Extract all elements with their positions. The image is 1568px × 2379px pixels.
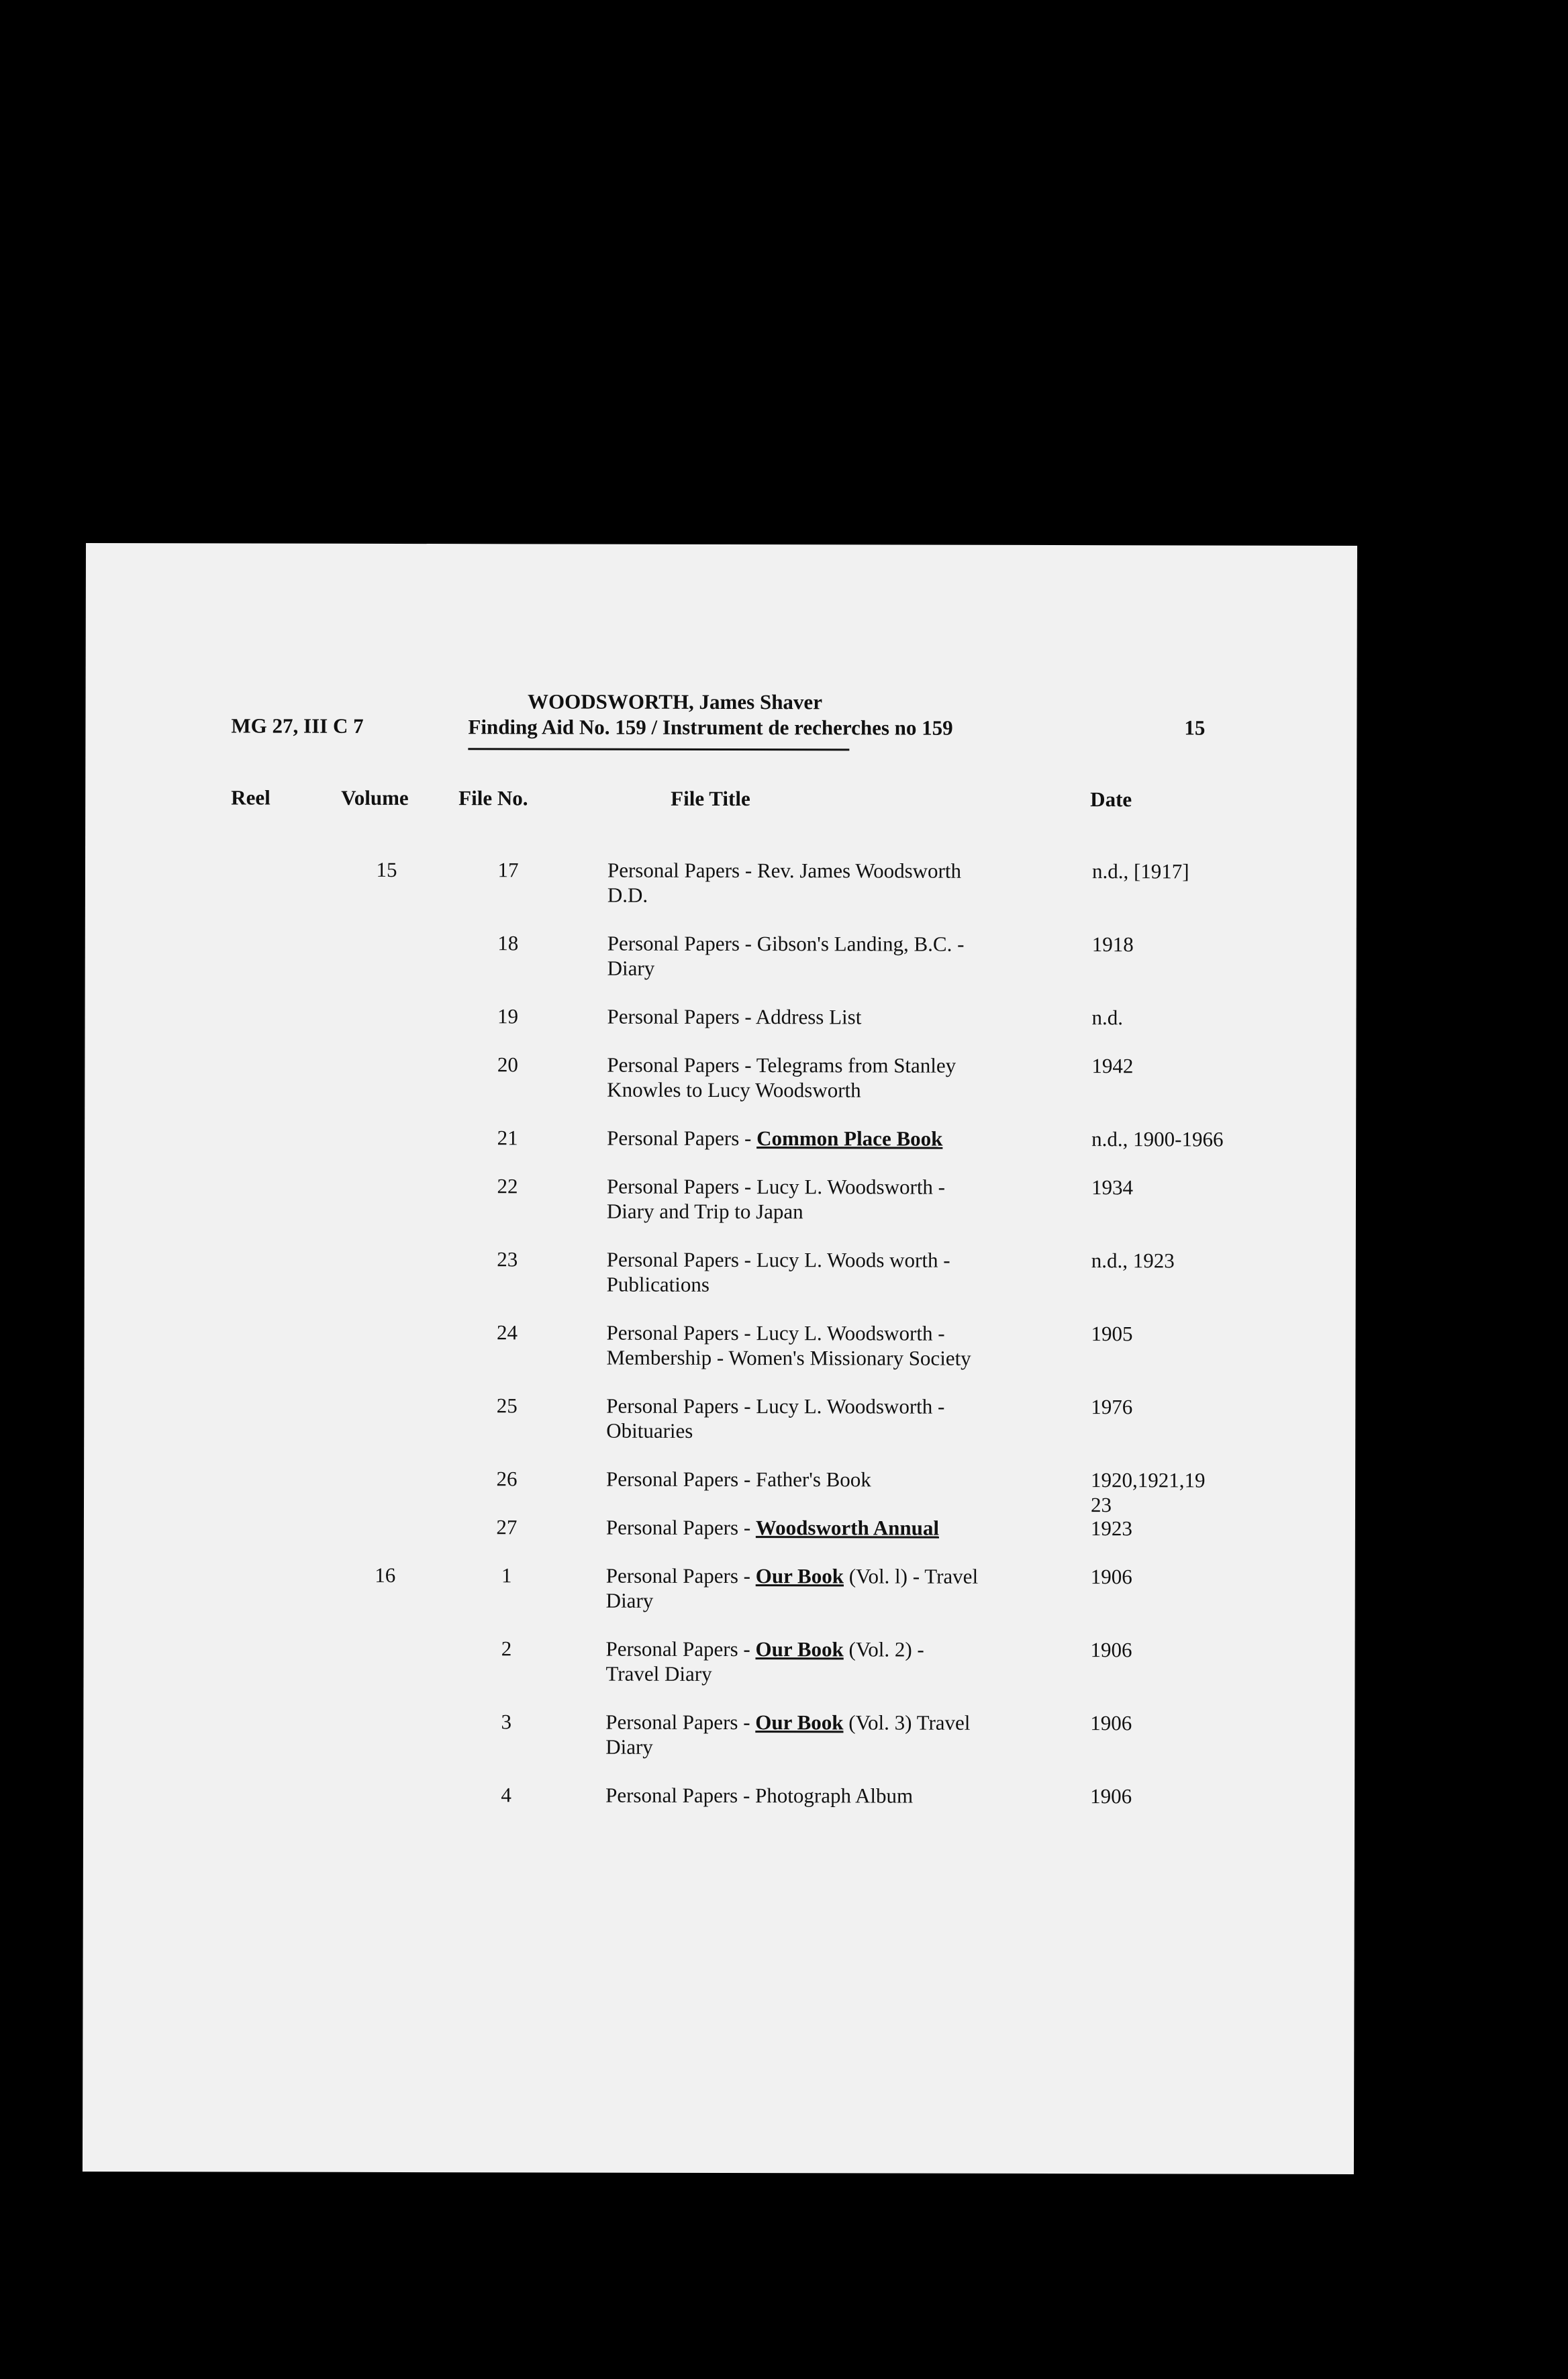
file-title-suffix-text: (Vol. 2) - Travel Diary bbox=[605, 1637, 924, 1686]
file-title-underlined-text: Our Book bbox=[755, 1710, 844, 1735]
file-row bbox=[83, 1635, 1355, 1688]
document-heading bbox=[468, 689, 953, 740]
file-title-cell bbox=[606, 1467, 982, 1492]
volume-cell: 16 bbox=[375, 1563, 396, 1587]
file-number-cell: 25 bbox=[496, 1394, 518, 1418]
reference-code: MG 27, III C 7 bbox=[231, 714, 364, 738]
file-row bbox=[84, 1465, 1355, 1517]
file-row bbox=[85, 930, 1357, 982]
file-title-text: Personal Papers - Lucy L. Woodsworth - Membership - Women's Missionary Society bbox=[606, 1320, 971, 1370]
date-cell: 1906 bbox=[1090, 1638, 1132, 1662]
file-title-underlined-text: Woodsworth Annual bbox=[755, 1516, 940, 1540]
file-title-cell bbox=[605, 1783, 981, 1808]
file-row bbox=[84, 1319, 1355, 1371]
file-title-cell bbox=[605, 1710, 981, 1760]
file-number-cell: 21 bbox=[497, 1126, 518, 1150]
date-cell: n.d., 1923 bbox=[1091, 1249, 1175, 1273]
column-header-file-no: File No. bbox=[458, 786, 528, 810]
file-row bbox=[85, 1003, 1356, 1030]
date-cell: 1906 bbox=[1090, 1784, 1132, 1808]
file-list bbox=[83, 857, 1357, 1833]
file-row bbox=[85, 1051, 1356, 1104]
volume-cell: 15 bbox=[376, 857, 397, 881]
date-cell: 1906 bbox=[1090, 1711, 1132, 1735]
file-row bbox=[83, 1708, 1355, 1761]
file-number-cell: 18 bbox=[497, 931, 519, 955]
file-title-cell bbox=[606, 1394, 982, 1444]
date-cell: 1906 bbox=[1090, 1565, 1132, 1589]
file-title-text: Personal Papers - Rev. James Woodsworth D.D. bbox=[607, 858, 962, 907]
file-row bbox=[84, 1562, 1355, 1614]
file-number-cell: 20 bbox=[497, 1053, 518, 1077]
file-number-cell: 23 bbox=[497, 1247, 518, 1271]
file-title-cell bbox=[607, 1174, 983, 1224]
date-cell: n.d. bbox=[1091, 1006, 1124, 1030]
file-title-text: Personal Papers - bbox=[605, 1710, 756, 1735]
header-rule bbox=[468, 748, 849, 750]
file-title-suffix-text: (Vol. l) - Travel Diary bbox=[605, 1564, 979, 1612]
file-title-suffix-text: (Vol. 3) Travel Diary bbox=[605, 1710, 971, 1759]
file-title-text: Personal Papers - Photograph Album bbox=[605, 1783, 914, 1808]
file-row bbox=[84, 1514, 1355, 1541]
file-title-text: Personal Papers - Lucy L. Woodsworth - Obituaries bbox=[606, 1394, 945, 1443]
file-title-text: Personal Papers - Lucy L. Woods worth - Publications bbox=[606, 1247, 950, 1296]
date-cell: n.d., [1917] bbox=[1091, 859, 1189, 883]
page-number: 15 bbox=[1184, 716, 1206, 740]
file-title-text: Personal Papers - Telegrams from Stanley Knowles to Lucy Woodsworth bbox=[607, 1053, 957, 1102]
file-row bbox=[85, 1246, 1356, 1298]
file-number-cell: 22 bbox=[497, 1174, 518, 1198]
file-row bbox=[85, 1124, 1356, 1152]
file-title-text: Personal Papers - bbox=[605, 1563, 756, 1588]
file-number-cell: 4 bbox=[501, 1783, 511, 1807]
file-title-cell bbox=[607, 1004, 983, 1030]
date-cell: 1923 bbox=[1090, 1516, 1132, 1541]
file-number-cell: 1 bbox=[501, 1563, 512, 1588]
fonds-title: WOODSWORTH, James Shaver bbox=[527, 689, 823, 714]
file-title-cell bbox=[606, 1320, 982, 1371]
file-title-text: Personal Papers - Father's Book bbox=[606, 1467, 871, 1492]
date-cell: 1905 bbox=[1091, 1322, 1133, 1346]
file-title-cell bbox=[606, 1515, 982, 1541]
file-number-cell: 27 bbox=[496, 1515, 518, 1539]
date-cell: 1920,1921,19 23 bbox=[1090, 1468, 1206, 1517]
file-title-underlined-text: Our Book bbox=[755, 1564, 844, 1588]
file-title-text: Personal Papers - Lucy L. Woodsworth - Diary and Trip to Japan bbox=[606, 1174, 946, 1224]
file-title-cell bbox=[606, 1563, 982, 1614]
file-title-underlined-text: Common Place Book bbox=[756, 1126, 943, 1151]
file-number-cell: 17 bbox=[497, 858, 519, 882]
date-cell: n.d., 1900-1966 bbox=[1091, 1127, 1224, 1151]
file-title-text: Personal Papers - bbox=[607, 1126, 757, 1151]
date-cell: 1918 bbox=[1091, 932, 1134, 957]
column-header-file-title: File Title bbox=[671, 786, 750, 811]
date-cell: 1942 bbox=[1091, 1054, 1134, 1078]
date-cell: 1934 bbox=[1091, 1175, 1134, 1200]
file-title-text: Personal Papers - Gibson's Landing, B.C. - Diary bbox=[607, 931, 965, 980]
document-page bbox=[83, 543, 1357, 2174]
column-header-reel: Reel bbox=[231, 785, 271, 810]
file-row bbox=[84, 1392, 1355, 1445]
file-row bbox=[85, 1173, 1356, 1225]
file-row bbox=[83, 1782, 1355, 1809]
file-title-cell bbox=[607, 1126, 983, 1151]
file-number-cell: 24 bbox=[497, 1320, 518, 1345]
column-header-date: Date bbox=[1090, 787, 1132, 812]
file-title-cell bbox=[607, 1247, 983, 1298]
file-title-cell bbox=[605, 1637, 981, 1687]
file-title-text: Personal Papers - Address List bbox=[607, 1004, 862, 1029]
finding-aid-title: Finding Aid No. 159 / Instrument de recherches no 159 bbox=[468, 715, 953, 740]
date-cell: 1976 bbox=[1091, 1395, 1133, 1419]
file-number-cell: 19 bbox=[497, 1004, 519, 1028]
file-number-cell: 2 bbox=[501, 1637, 512, 1661]
file-title-cell bbox=[607, 858, 983, 908]
file-row bbox=[85, 857, 1357, 909]
file-title-text: Personal Papers - bbox=[605, 1515, 756, 1540]
file-number-cell: 3 bbox=[501, 1710, 512, 1734]
file-title-underlined-text: Our Book bbox=[755, 1637, 844, 1661]
file-number-cell: 26 bbox=[496, 1467, 518, 1491]
file-title-text: Personal Papers - bbox=[605, 1637, 756, 1661]
file-title-cell bbox=[607, 931, 983, 981]
file-title-cell bbox=[607, 1053, 983, 1103]
column-header-volume: Volume bbox=[341, 785, 409, 810]
